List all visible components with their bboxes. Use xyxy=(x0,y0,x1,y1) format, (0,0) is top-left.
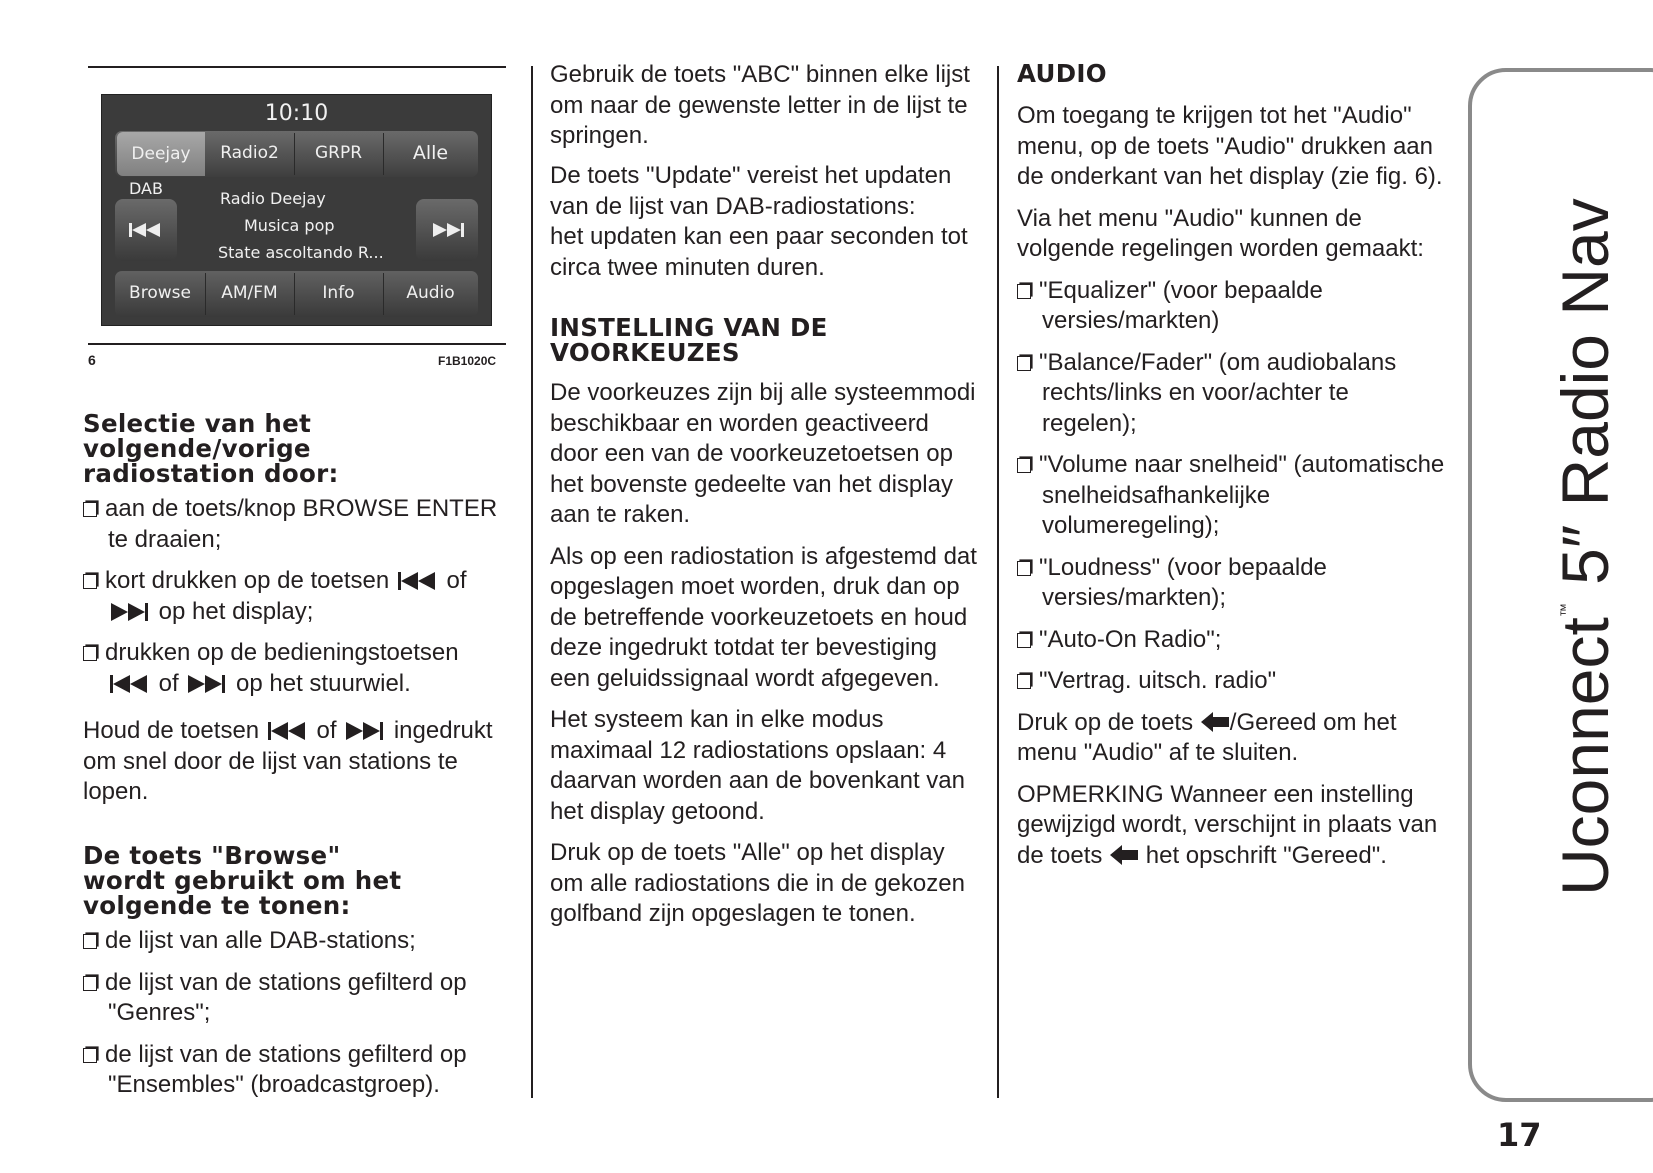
checkbox-bullet-icon xyxy=(83,574,97,589)
figure-top-rule xyxy=(88,66,506,68)
heading-selectie xyxy=(83,411,508,486)
checkbox-bullet-icon xyxy=(1017,356,1031,371)
alle-paragraph: Druk op de toets "Alle" op het display om alle radiostations die in de gekozen golfband zijn opgeslagen te tonen. xyxy=(550,839,965,927)
button-divider xyxy=(383,273,384,315)
abc-paragraph: Gebruik de toets "ABC" binnen elke lijst om naar de gewenste letter in de lijst te springen. xyxy=(550,61,970,149)
heading-presets xyxy=(550,315,980,365)
heading-line: volgende te tonen: xyxy=(83,891,351,920)
close-menu-paragraph: Druk op de toets /Gereed om het menu "Audio" af te sluiten. xyxy=(1017,708,1397,766)
heading-line: De toets "Browse" xyxy=(83,841,341,870)
preset-tab-radio2[interactable]: Radio2 xyxy=(220,143,279,163)
update-paragraph: De toets "Update" vereist het updaten van de lijst van DAB-radiostations: het updaten kan een paar seconden tot circa twee minuten duren. xyxy=(550,162,968,281)
tab-divider xyxy=(383,133,384,175)
seek-back-icon xyxy=(266,721,310,741)
presets-body xyxy=(550,378,980,941)
presets-paragraph: De voorkeuzes zijn bij alle systeemmodi beschikbaar en worden geactiveerd door een van de voorkeuzetoetsen op het bovenste gedeelte van het display aan te raken. xyxy=(550,379,976,528)
list-item: "Vertrag. uitsch. radio" xyxy=(1017,666,1447,697)
browse-list xyxy=(83,926,508,1112)
browse-button[interactable]: Browse xyxy=(129,283,191,303)
tab-divider xyxy=(294,133,295,175)
screen-time: 10:10 xyxy=(264,101,329,126)
list-item: de lijst van de stations gefilterd op "Genres"; xyxy=(83,968,508,1029)
band-label: DAB xyxy=(129,179,163,198)
station-now-playing: State ascoltando R... xyxy=(218,243,384,262)
list-item: kort drukken op de toetsen of op het display; xyxy=(83,566,508,627)
heading-line: VOORKEUZES xyxy=(550,338,740,367)
info-button[interactable]: Info xyxy=(322,283,355,303)
figure-bottom-rule xyxy=(88,343,506,345)
capacity-paragraph: Het systeem kan in elke modus maximaal 12 radiostations opslaan: 4 daarvan worden aan de bovenkant van het display getoond. xyxy=(550,706,965,825)
figure-code: F1B1020C xyxy=(438,354,497,368)
seek-back-icon xyxy=(108,674,152,694)
checkbox-bullet-icon xyxy=(1017,284,1031,299)
audio-settings-list xyxy=(1017,276,1447,697)
hold-keys-paragraph: Houd de toetsen of ingedrukt om snel door de lijst van stations te lopen. xyxy=(83,717,493,805)
list-item: "Volume naar snelheid" (automatische snelheidsafhankelijke volumeregeling); xyxy=(1017,450,1447,542)
heading-line: Selectie van het xyxy=(83,409,312,438)
seek-forward-icon xyxy=(429,222,465,238)
seek-previous-button[interactable] xyxy=(115,199,177,261)
list-item: "Auto-On Radio"; xyxy=(1017,625,1447,656)
checkbox-bullet-icon xyxy=(1017,674,1031,689)
button-divider xyxy=(205,273,206,315)
seek-back-icon xyxy=(396,571,440,591)
button-divider xyxy=(294,273,295,315)
page-number: 17 xyxy=(1497,1116,1542,1154)
station-genre: Musica pop xyxy=(244,216,335,235)
seek-forward-icon xyxy=(185,674,229,694)
seek-next-button[interactable] xyxy=(416,199,478,261)
checkbox-bullet-icon xyxy=(83,502,97,517)
list-item: drukken op de bedieningstoetsen of op het stuurwiel. xyxy=(83,638,508,699)
side-tab-title: Uconnect™ 5″ Radio Nav xyxy=(1548,198,1622,896)
checkbox-bullet-icon xyxy=(1017,561,1031,576)
seek-forward-icon xyxy=(343,721,387,741)
list-item: "Loudness" (voor bepaalde versies/markten); xyxy=(1017,553,1447,614)
audio-access-paragraph: Om toegang te krijgen tot het "Audio" menu, op de toets "Audio" drukken aan de onderkant van het display (zie fig. 6). xyxy=(1017,102,1443,190)
selection-methods-list xyxy=(83,494,508,710)
store-paragraph: Als op een radiostation is afgestemd dat opgeslagen moet worden, druk dan op de betreffende voorkeuzetoets en houd deze ingedrukt totdat ter bevestiging een geluidssignaal wordt afgegeven. xyxy=(550,542,977,692)
checkbox-bullet-icon xyxy=(83,976,97,991)
list-item: aan de toets/knop BROWSE ENTER te draaien; xyxy=(83,494,508,555)
audio-button[interactable]: Audio xyxy=(406,283,455,303)
am-fm-button[interactable]: AM/FM xyxy=(221,283,278,303)
seek-forward-icon xyxy=(108,602,152,622)
preset-tab-grpr[interactable]: GRPR xyxy=(314,143,363,163)
audio-body xyxy=(1017,101,1447,882)
checkbox-bullet-icon xyxy=(83,1048,97,1063)
preset-tab-alle[interactable]: Alle xyxy=(412,142,449,164)
back-arrow-icon xyxy=(1109,844,1139,866)
checkbox-bullet-icon xyxy=(1017,633,1031,648)
figure-number: 6 xyxy=(88,352,96,368)
checkbox-bullet-icon xyxy=(83,646,97,661)
checkbox-bullet-icon xyxy=(83,934,97,949)
heading-line: wordt gebruikt om het xyxy=(83,866,402,895)
preset-tab-deejay[interactable]: Deejay xyxy=(117,132,205,176)
checkbox-bullet-icon xyxy=(1017,458,1031,473)
heading-audio: AUDIO xyxy=(1017,59,1107,88)
list-item: de lijst van de stations gefilterd op "Ensembles" (broadcastgroep). xyxy=(83,1040,508,1101)
list-item: "Equalizer" (voor bepaalde versies/markten) xyxy=(1017,276,1447,337)
list-item: de lijst van alle DAB-stations; xyxy=(83,926,508,957)
station-name: Radio Deejay xyxy=(220,189,326,208)
list-item: "Balance/Fader" (om audiobalans rechts/links en voor/achter te regelen); xyxy=(1017,348,1447,440)
seek-back-icon xyxy=(128,222,164,238)
heading-line: INSTELLING VAN DE xyxy=(550,313,828,342)
heading-line: radiostation door: xyxy=(83,459,339,488)
audio-settings-intro: Via het menu "Audio" kunnen de volgende regelingen worden gemaakt: xyxy=(1017,204,1424,262)
note-paragraph: OPMERKING Wanneer een instelling gewijzigd wordt, verschijnt in plaats van de toets het opschrift "Gereed". xyxy=(1017,780,1438,869)
column-divider xyxy=(997,66,999,1098)
column-divider xyxy=(531,66,533,1098)
radio-screen-figure xyxy=(101,94,492,326)
heading-line: volgende/vorige xyxy=(83,434,311,463)
back-arrow-icon xyxy=(1200,711,1230,733)
heading-browse xyxy=(83,843,508,918)
